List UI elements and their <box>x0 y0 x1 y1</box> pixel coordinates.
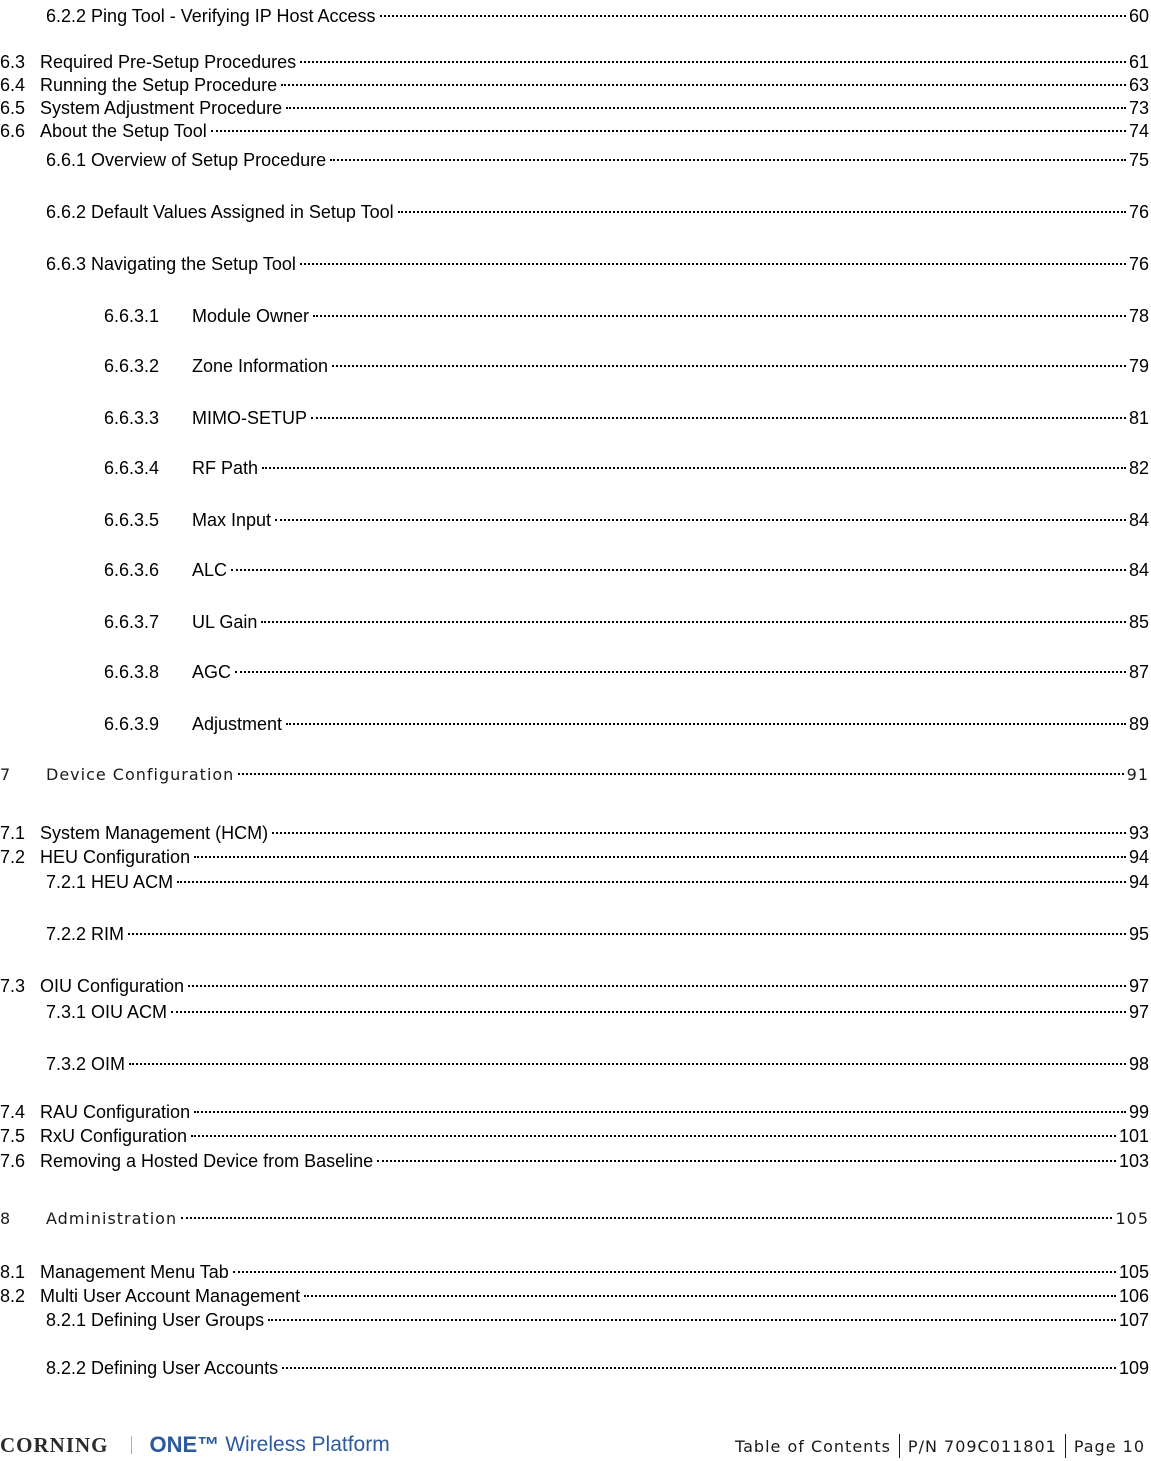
toc-entry-title: Device Configuration <box>46 765 235 784</box>
toc-entry[interactable] <box>0 452 1151 478</box>
toc-entry[interactable] <box>0 1096 1151 1122</box>
toc-entry[interactable] <box>0 817 1151 843</box>
toc-entry-title: System Adjustment Procedure <box>40 98 283 118</box>
toc-entry[interactable] <box>0 866 1151 892</box>
toc-dot-leader <box>268 1304 1116 1326</box>
toc-entry-title: UL Gain <box>192 612 258 632</box>
toc-entry-title: Defining User Groups <box>91 1310 265 1330</box>
toc-entry[interactable] <box>0 1256 1151 1282</box>
toc-dot-leader <box>261 606 1126 628</box>
toc-entry-title: MIMO-SETUP <box>192 408 307 428</box>
toc-entry-title: Ping Tool - Verifying IP Host Access <box>91 6 376 26</box>
toc-entry-title: Max Input <box>192 510 272 530</box>
toc-dot-leader <box>235 656 1126 678</box>
footer-info <box>735 1434 1145 1458</box>
toc-entry-page: 84 <box>1128 560 1149 580</box>
toc-entry-title: Default Values Assigned in Setup Tool <box>91 202 394 222</box>
toc-entry[interactable] <box>0 69 1151 95</box>
toc-entry-number: 6.2.2 <box>46 6 87 26</box>
logo-product-name: Wireless Platform <box>225 1433 390 1456</box>
toc-entry-number: 6.6.3.3 <box>104 408 160 428</box>
toc-entry-title: RF Path <box>192 458 259 478</box>
footer-divider <box>899 1434 900 1458</box>
toc-entry-title: Running the Setup Procedure <box>40 75 278 95</box>
toc-entry-number: 7.3.2 <box>46 1054 87 1074</box>
toc-entry-number: 6.6.3.8 <box>104 662 160 682</box>
toc-entry-number: 6.6.1 <box>46 150 87 170</box>
toc-entry-page: 93 <box>1128 823 1149 843</box>
toc-entry-number: 8.2.1 <box>46 1310 87 1330</box>
toc-entry[interactable] <box>0 758 1151 784</box>
toc-entry[interactable] <box>0 46 1151 72</box>
toc-entry-number: 7.2 <box>0 847 26 867</box>
toc-entry[interactable] <box>0 656 1151 682</box>
toc-entry-number: 6.6.2 <box>46 202 87 222</box>
toc-entry-page: 81 <box>1128 408 1149 428</box>
toc-entry-title: HEU Configuration <box>40 847 191 867</box>
toc-entry-page: 63 <box>1128 75 1149 95</box>
toc-entry[interactable] <box>0 1304 1151 1330</box>
toc-dot-leader <box>313 300 1126 322</box>
toc-entry-number: 6.6.3.5 <box>104 510 160 530</box>
toc-entry-number: 6.6.3.1 <box>104 306 160 326</box>
toc-entry-number: 6.6.3.7 <box>104 612 160 632</box>
toc-dot-leader <box>231 554 1126 576</box>
toc-entry-title: AGC <box>192 662 232 682</box>
toc-dot-leader <box>377 1145 1116 1167</box>
toc-dot-leader <box>281 69 1126 91</box>
toc-entry-number: 7.1 <box>0 823 26 843</box>
toc-entry-number: 7.2.1 <box>46 872 87 892</box>
toc-entry-number: 8.2 <box>0 1286 26 1306</box>
toc-dot-leader <box>191 1120 1116 1142</box>
toc-dot-leader <box>272 817 1126 839</box>
toc-dot-leader <box>275 504 1126 526</box>
toc-entry-page: 89 <box>1128 714 1149 734</box>
toc-entry-title: OIU Configuration <box>40 976 185 996</box>
toc-entry[interactable] <box>0 1145 1151 1171</box>
toc-entry-page: 95 <box>1128 924 1149 944</box>
toc-entry-number: 7 <box>0 765 12 784</box>
toc-entry[interactable] <box>0 918 1151 944</box>
toc-entry[interactable] <box>0 402 1151 428</box>
toc-entry-page: 101 <box>1118 1126 1149 1146</box>
toc-dot-leader <box>286 708 1126 730</box>
toc-entry-title: Zone Information <box>192 356 329 376</box>
footer-page-number: Page 10 <box>1073 1436 1145 1456</box>
toc-entry-title: Adjustment <box>192 714 283 734</box>
toc-entry-page: 98 <box>1128 1054 1149 1074</box>
toc-dot-leader <box>238 758 1123 780</box>
toc-entry-page: 78 <box>1128 306 1149 326</box>
toc-entry[interactable] <box>0 0 1151 26</box>
toc-entry[interactable] <box>0 300 1151 326</box>
toc-dot-leader <box>311 402 1126 424</box>
toc-entry[interactable] <box>0 248 1151 274</box>
toc-entry-title: Removing a Hosted Device from Baseline <box>40 1151 374 1171</box>
toc-entry[interactable] <box>0 708 1151 734</box>
toc-entry-title: RAU Configuration <box>40 1102 191 1122</box>
toc-entry-title: Overview of Setup Procedure <box>91 150 327 170</box>
toc-entry-page: 97 <box>1128 976 1149 996</box>
toc-dot-leader <box>194 841 1126 863</box>
logo-product-one: ONE™ <box>149 1432 220 1457</box>
page-footer <box>0 1428 1151 1461</box>
toc-dot-leader <box>188 970 1126 992</box>
toc-entry[interactable] <box>0 1202 1151 1228</box>
toc-dot-leader <box>177 866 1126 888</box>
toc-dot-leader <box>194 1096 1126 1118</box>
toc-entry-title: Module Owner <box>192 306 310 326</box>
toc-dot-leader <box>282 1352 1116 1374</box>
toc-entry-title: Multi User Account Management <box>40 1286 301 1306</box>
toc-entry-page: 75 <box>1128 150 1149 170</box>
toc-entry-title: OIM <box>91 1054 126 1074</box>
toc-entry[interactable] <box>0 606 1151 632</box>
logo-company: CORNING <box>0 1432 109 1457</box>
toc-entry[interactable] <box>0 196 1151 222</box>
toc-entry[interactable] <box>0 115 1151 141</box>
toc-entry-number: 6.6.3.6 <box>104 560 160 580</box>
toc-entry-number: 7.5 <box>0 1126 26 1146</box>
toc-entry-title: Management Menu Tab <box>40 1262 229 1282</box>
toc-entry-number: 8 <box>0 1209 12 1228</box>
toc-dot-leader <box>330 144 1126 166</box>
footer-part-number: P/N 709C011801 <box>907 1436 1057 1456</box>
toc-entry-number: 6.6.3.2 <box>104 356 160 376</box>
toc-entry-number: 6.3 <box>0 52 26 72</box>
toc-entry-title: Administration <box>46 1209 178 1228</box>
toc-entry-page: 94 <box>1128 872 1149 892</box>
toc-entry-page: 94 <box>1128 847 1149 867</box>
toc-entry-title: HEU ACM <box>91 872 174 892</box>
toc-entry-page: 99 <box>1128 1102 1149 1122</box>
toc-entry[interactable] <box>0 350 1151 376</box>
toc-entry-title: ALC <box>192 560 228 580</box>
toc-entry[interactable] <box>0 504 1151 530</box>
toc-entry-page: 76 <box>1128 254 1149 274</box>
toc-dot-leader <box>233 1256 1116 1278</box>
footer-section-title: Table of Contents <box>734 1436 891 1456</box>
toc-entry-page: 73 <box>1128 98 1149 118</box>
toc-entry-page: 107 <box>1118 1310 1149 1330</box>
toc-dot-leader <box>262 452 1126 474</box>
toc-entry-number: 7.6 <box>0 1151 26 1171</box>
toc-dot-leader <box>181 1202 1112 1224</box>
toc-entry[interactable] <box>0 1280 1151 1306</box>
toc-entry-number: 7.4 <box>0 1102 26 1122</box>
toc-dot-leader <box>128 918 1126 940</box>
toc-entry-number: 7.3.1 <box>46 1002 87 1022</box>
toc-entry-page: 74 <box>1128 121 1149 141</box>
toc-entry-number: 7.2.2 <box>46 924 87 944</box>
toc-entry-page: 76 <box>1128 202 1149 222</box>
corning-one-logo <box>0 1432 390 1458</box>
toc-entry-title: RxU Configuration <box>40 1126 188 1146</box>
toc-entry[interactable] <box>0 841 1151 867</box>
toc-dot-leader <box>398 196 1126 218</box>
toc-entry[interactable] <box>0 996 1151 1022</box>
toc-entry[interactable] <box>0 1352 1151 1378</box>
toc-entry-number: 6.6.3.9 <box>104 714 160 734</box>
toc-dot-leader <box>171 996 1126 1018</box>
toc-entry-title: Navigating the Setup Tool <box>91 254 296 274</box>
toc-entry-number: 6.6.3 <box>46 254 87 274</box>
toc-entry[interactable] <box>0 554 1151 580</box>
toc-dot-leader <box>300 248 1126 270</box>
toc-entry-number: 6.6.3.4 <box>104 458 160 478</box>
toc-entry-page: 85 <box>1128 612 1149 632</box>
toc-entry-title: About the Setup Tool <box>40 121 207 141</box>
footer-divider <box>1065 1434 1066 1458</box>
toc-entry[interactable] <box>0 1120 1151 1146</box>
toc-entry-page: 82 <box>1128 458 1149 478</box>
toc-entry-title: OIU ACM <box>91 1002 168 1022</box>
toc-entry-page: 105 <box>1115 1209 1149 1228</box>
toc-entry-title: Required Pre-Setup Procedures <box>40 52 297 72</box>
toc-entry-page: 84 <box>1128 510 1149 530</box>
toc-entry[interactable] <box>0 1048 1151 1074</box>
toc-entry[interactable] <box>0 144 1151 170</box>
toc-entry-number: 6.6 <box>0 121 26 141</box>
toc-entry-page: 106 <box>1118 1286 1149 1306</box>
toc-entry-page: 109 <box>1118 1358 1149 1378</box>
toc-dot-leader <box>129 1048 1126 1070</box>
toc-entry-page: 103 <box>1118 1151 1149 1171</box>
toc-dot-leader <box>304 1280 1116 1302</box>
toc-entry-title: RIM <box>91 924 125 944</box>
toc-entry-number: 6.4 <box>0 75 26 95</box>
toc-dot-leader <box>300 46 1126 68</box>
toc-dot-leader <box>332 350 1126 372</box>
toc-entry-title: Defining User Accounts <box>91 1358 279 1378</box>
toc-dot-leader <box>286 92 1126 114</box>
toc-entry-page: 91 <box>1126 765 1149 784</box>
toc-entry-number: 8.1 <box>0 1262 26 1282</box>
toc-entry-number: 6.5 <box>0 98 26 118</box>
toc-dot-leader <box>211 115 1126 137</box>
toc-entry[interactable] <box>0 970 1151 996</box>
toc-entry-page: 87 <box>1128 662 1149 682</box>
toc-entry-page: 61 <box>1128 52 1149 72</box>
logo-divider <box>131 1436 132 1454</box>
toc-entry[interactable] <box>0 92 1151 118</box>
toc-entry-page: 79 <box>1128 356 1149 376</box>
toc-entry-page: 105 <box>1118 1262 1149 1282</box>
toc-dot-leader <box>380 0 1126 22</box>
toc-entry-page: 60 <box>1128 6 1149 26</box>
toc-entry-number: 7.3 <box>0 976 26 996</box>
toc-entry-page: 97 <box>1128 1002 1149 1022</box>
toc-entry-title: System Management (HCM) <box>40 823 269 843</box>
toc-entry-number: 8.2.2 <box>46 1358 87 1378</box>
